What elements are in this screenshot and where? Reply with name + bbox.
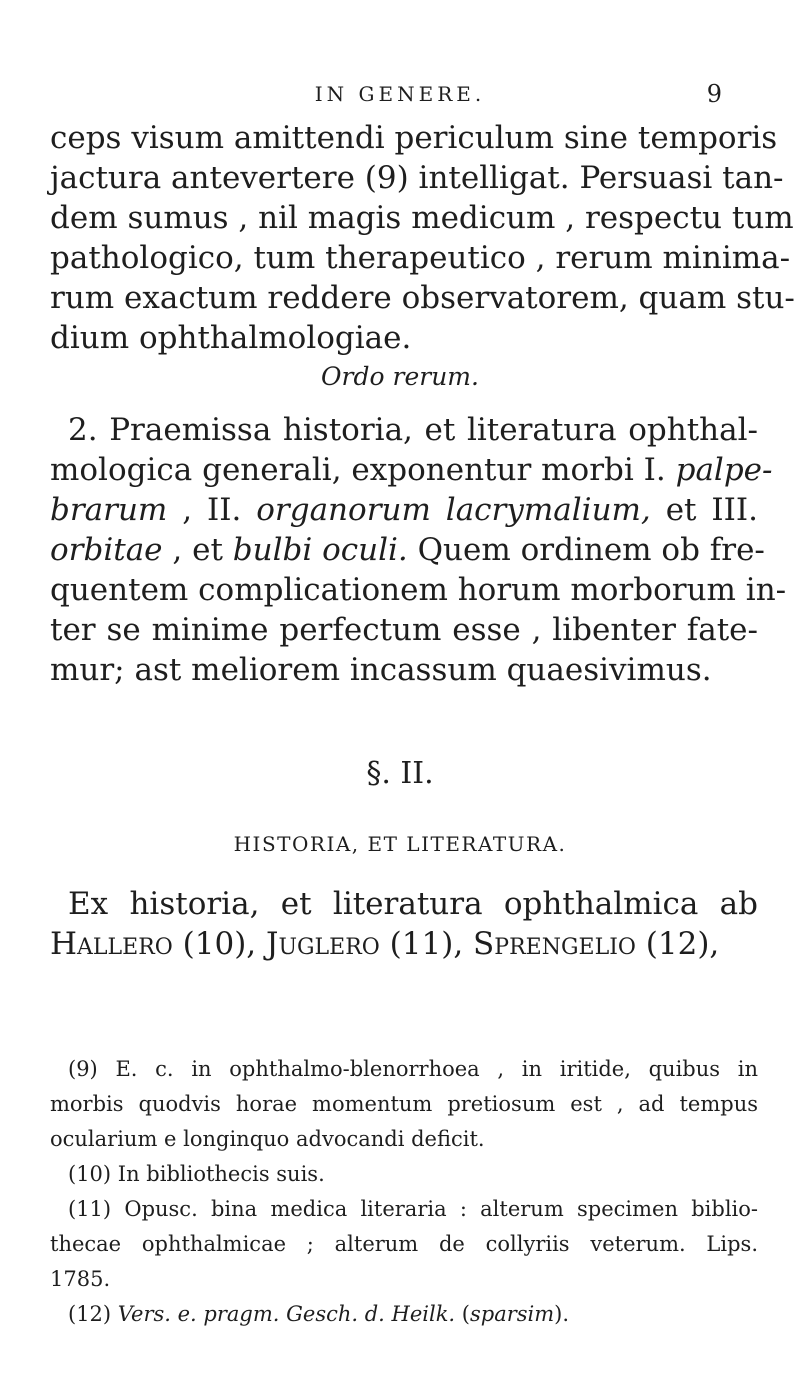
text-span: mologica generali, exponentur morbi I. <box>50 452 676 488</box>
italic-term: Vers. e. pragm. Gesch. d. Heilk. <box>117 1302 456 1326</box>
running-head <box>0 80 800 110</box>
italic-term: palpe- <box>675 452 773 488</box>
page-number: 9 <box>706 80 722 108</box>
text-span: , II. <box>167 492 257 528</box>
author-name: Hallero <box>50 926 173 962</box>
text-span: et III. <box>650 492 759 528</box>
text-span: ( <box>455 1302 470 1326</box>
section-heading: HISTORIA, ET LITERATURA. <box>233 832 567 856</box>
text-span: (12), <box>635 926 720 962</box>
author-name: Juglero <box>266 926 380 962</box>
footnote-line: ocularium e longinquo advocandi deficit. <box>50 1127 485 1151</box>
text-line: ceps visum amittendi periculum sine temporis <box>50 120 778 156</box>
text-line: rum exactum reddere observatorem, quam stu- <box>50 280 795 316</box>
text-line: quentem complicationem horum morborum in- <box>50 572 787 608</box>
footnote-line: (10) In bibliothecis suis. <box>68 1162 325 1186</box>
text-span: Quem ordinem ob fre- <box>407 532 765 568</box>
footnote-line <box>50 1297 758 1332</box>
footnote-line: thecae ophthalmicae ; alterum de collyriis veterum. Lips. <box>50 1232 758 1256</box>
footnote-line: (11) Opusc. bina medica literaria : alterum specimen biblio- <box>68 1197 758 1221</box>
text-line <box>50 450 773 490</box>
text-line: pathologico, tum therapeutico , rerum minima- <box>50 240 791 276</box>
text-span: (11), <box>379 926 474 962</box>
running-head-title: IN GENERE. <box>314 82 486 106</box>
italic-term: bulbi oculi. <box>232 532 408 568</box>
text-span: (12) <box>68 1302 118 1326</box>
footnote-line: morbis quodvis horae momentum pretiosum est , ad tempus <box>50 1092 758 1116</box>
text-line <box>50 490 758 530</box>
ordo-heading: Ordo rerum. <box>321 362 479 391</box>
italic-term: sparsim <box>469 1302 555 1326</box>
text-line <box>50 924 758 964</box>
footnotes <box>50 1052 758 1332</box>
italic-term: orbitae <box>50 532 163 568</box>
paragraph-1 <box>50 118 795 358</box>
text-span: (10), <box>172 926 267 962</box>
footnote-line: (9) E. c. in ophthalmo-blenorrhoea , in iritide, quibus in <box>68 1057 758 1081</box>
text-line <box>50 530 765 570</box>
text-span: ). <box>554 1302 570 1326</box>
author-name: Sprengelio <box>473 926 636 962</box>
section-number: §. II. <box>366 756 434 791</box>
text-line: dium ophthalmologiae. <box>50 320 412 356</box>
italic-term: brarum <box>50 492 168 528</box>
footnote-line: 1785. <box>50 1267 111 1291</box>
text-line: Ex historia, et literatura ophthalmica ab <box>68 886 758 922</box>
text-line: jactura antevertere (9) intelligat. Persuasi tan- <box>50 160 784 196</box>
text-line: dem sumus , nil magis medicum , respectu tum <box>50 200 794 236</box>
italic-term: organorum lacrymalium, <box>256 492 651 528</box>
text-line: ter se minime perfectum esse , libenter fate- <box>50 612 758 648</box>
text-line: mur; ast meliorem incassum quaesivimus. <box>50 652 712 688</box>
paragraph-2 <box>50 410 787 690</box>
paragraph-3 <box>50 884 758 964</box>
text-line: 2. Praemissa historia, et literatura ophthal- <box>68 412 758 448</box>
text-span: , et <box>162 532 233 568</box>
